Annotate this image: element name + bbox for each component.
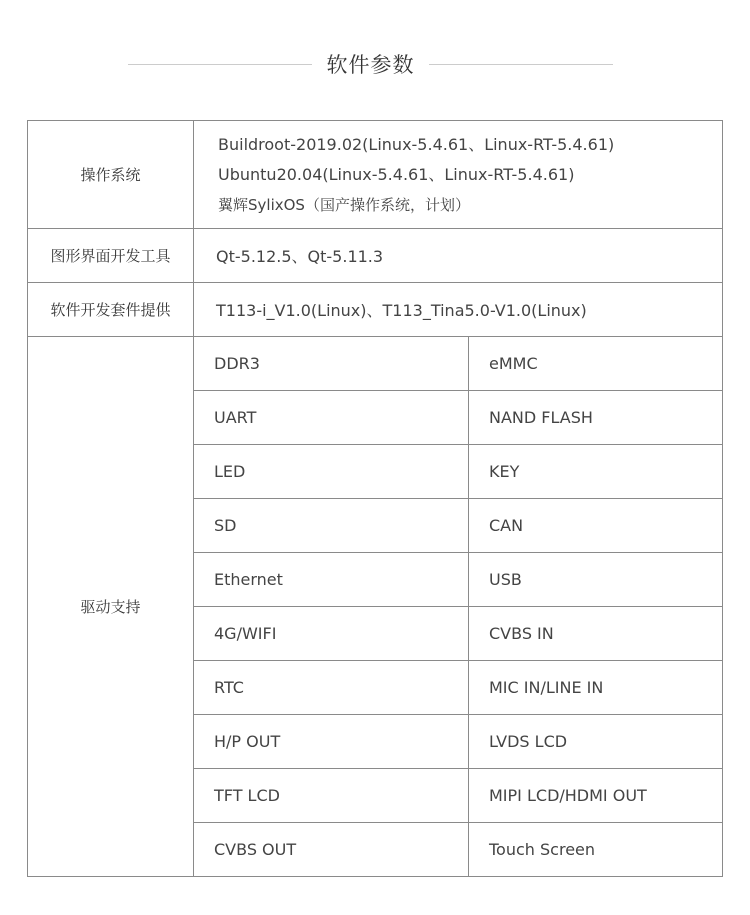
- driver-cell: LVDS LCD: [469, 715, 723, 769]
- driver-cell: CVBS OUT: [194, 823, 469, 877]
- driver-cell: H/P OUT: [194, 715, 469, 769]
- driver-cell: RTC: [194, 661, 469, 715]
- driver-cell: NAND FLASH: [469, 391, 723, 445]
- driver-cell: KEY: [469, 445, 723, 499]
- os-line-ubuntu: Ubuntu20.04(Linux-5.4.61、Linux-RT-5.4.61): [218, 164, 575, 184]
- title-divider-left: [128, 64, 312, 65]
- table-row-sdk: [28, 283, 723, 337]
- driver-cell: SD: [194, 499, 469, 553]
- driver-cell: eMMC: [469, 337, 723, 391]
- driver-cell: TFT LCD: [194, 769, 469, 823]
- driver-cell: DDR3: [194, 337, 469, 391]
- driver-cell: MIC IN/LINE IN: [469, 661, 723, 715]
- driver-cell: CVBS IN: [469, 607, 723, 661]
- drivers-label: 驱动支持: [28, 337, 194, 877]
- os-line-sylixos: 翼辉SylixOS（国产操作系统，计划）: [218, 195, 470, 214]
- driver-cell: CAN: [469, 499, 723, 553]
- os-line-buildroot: Buildroot-2019.02(Linux-5.4.61、Linux-RT-5.4.61): [218, 134, 615, 154]
- driver-cell: Ethernet: [194, 553, 469, 607]
- driver-cell: 4G/WIFI: [194, 607, 469, 661]
- os-value: [194, 121, 723, 229]
- sdk-label: 软件开发套件提供: [28, 283, 194, 337]
- sdk-value: T113-i_V1.0(Linux)、T113_Tina5.0-V1.0(Linux): [194, 283, 723, 337]
- driver-cell: Touch Screen: [469, 823, 723, 877]
- driver-cell: MIPI LCD/HDMI OUT: [469, 769, 723, 823]
- section-header: [0, 46, 750, 82]
- driver-cell: UART: [194, 391, 469, 445]
- driver-cell: LED: [194, 445, 469, 499]
- gui-label: 图形界面开发工具: [28, 229, 194, 283]
- software-spec-table: [27, 120, 723, 877]
- gui-value: Qt-5.12.5、Qt-5.11.3: [194, 229, 723, 283]
- table-row-gui: [28, 229, 723, 283]
- driver-cell: USB: [469, 553, 723, 607]
- page-title: 软件参数: [326, 53, 415, 77]
- table-row-driver: [28, 337, 723, 391]
- title-divider-right: [429, 64, 613, 65]
- table-row-os: [28, 121, 723, 229]
- os-label: 操作系统: [28, 121, 194, 229]
